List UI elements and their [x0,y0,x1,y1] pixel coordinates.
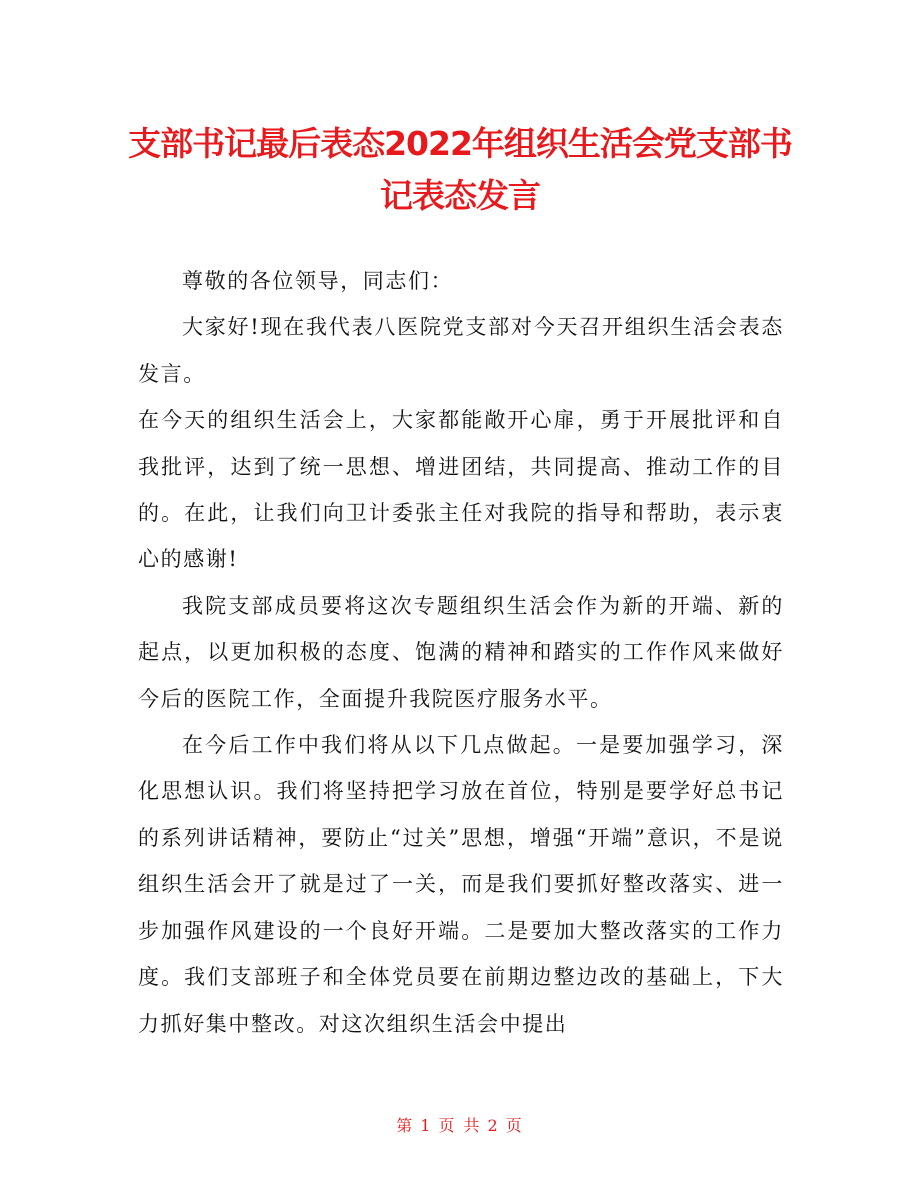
document-body [138,258,784,1047]
body-paragraph: 我院支部成员要将这次专题组织生活会作为新的开端、新的起点，以更加积极的态度、饱满的精神和踏实的工作作风来做好今后的医院工作，全面提升我院医疗服务水平。 [138,593,784,711]
page-footer [0,1113,920,1136]
footer-middle: 页 共 [438,1116,482,1135]
salutation-paragraph: 尊敬的各位领导，同志们： [182,269,454,293]
document-title: 支部书记最后表态2022年组织生活会党支部书记表态发言 [128,124,792,215]
footer-prefix: 第 [396,1116,415,1135]
footer-total-pages: 2 [487,1116,500,1135]
greeting-paragraph: 大家好!现在我代表八医院党支部对今天召开组织生活会表态发言。 [138,315,784,386]
body-paragraph: 在今后工作中我们将从以下几点做起。一是要加强学习，深化思想认识。我们将坚持把学习放在首位，特别是要学好总书记的系列讲话精神，要防止“过关”思想，增强“开端”意识，不是说组织生活会开了就是过了一关，而是我们要抓好整改落实、进一步加强作风建设的一个良好开端。二是要加大整改落实的工作力度。我们支部班子和全体党员要在前期边整边改的基础上，下大力抓好集中整改。对这次组织生活会中提出 [138,733,784,1036]
body-paragraph: 在今天的组织生活会上，大家都能敞开心扉，勇于开展批评和自我批评，达到了统一思想、增进团结，共同提高、推动工作的目的。在此，让我们向卫计委张主任对我院的指导和帮助，表示衷心的感谢! [138,408,784,572]
footer-page-number: 1 [420,1116,433,1135]
footer-suffix: 页 [505,1116,524,1135]
